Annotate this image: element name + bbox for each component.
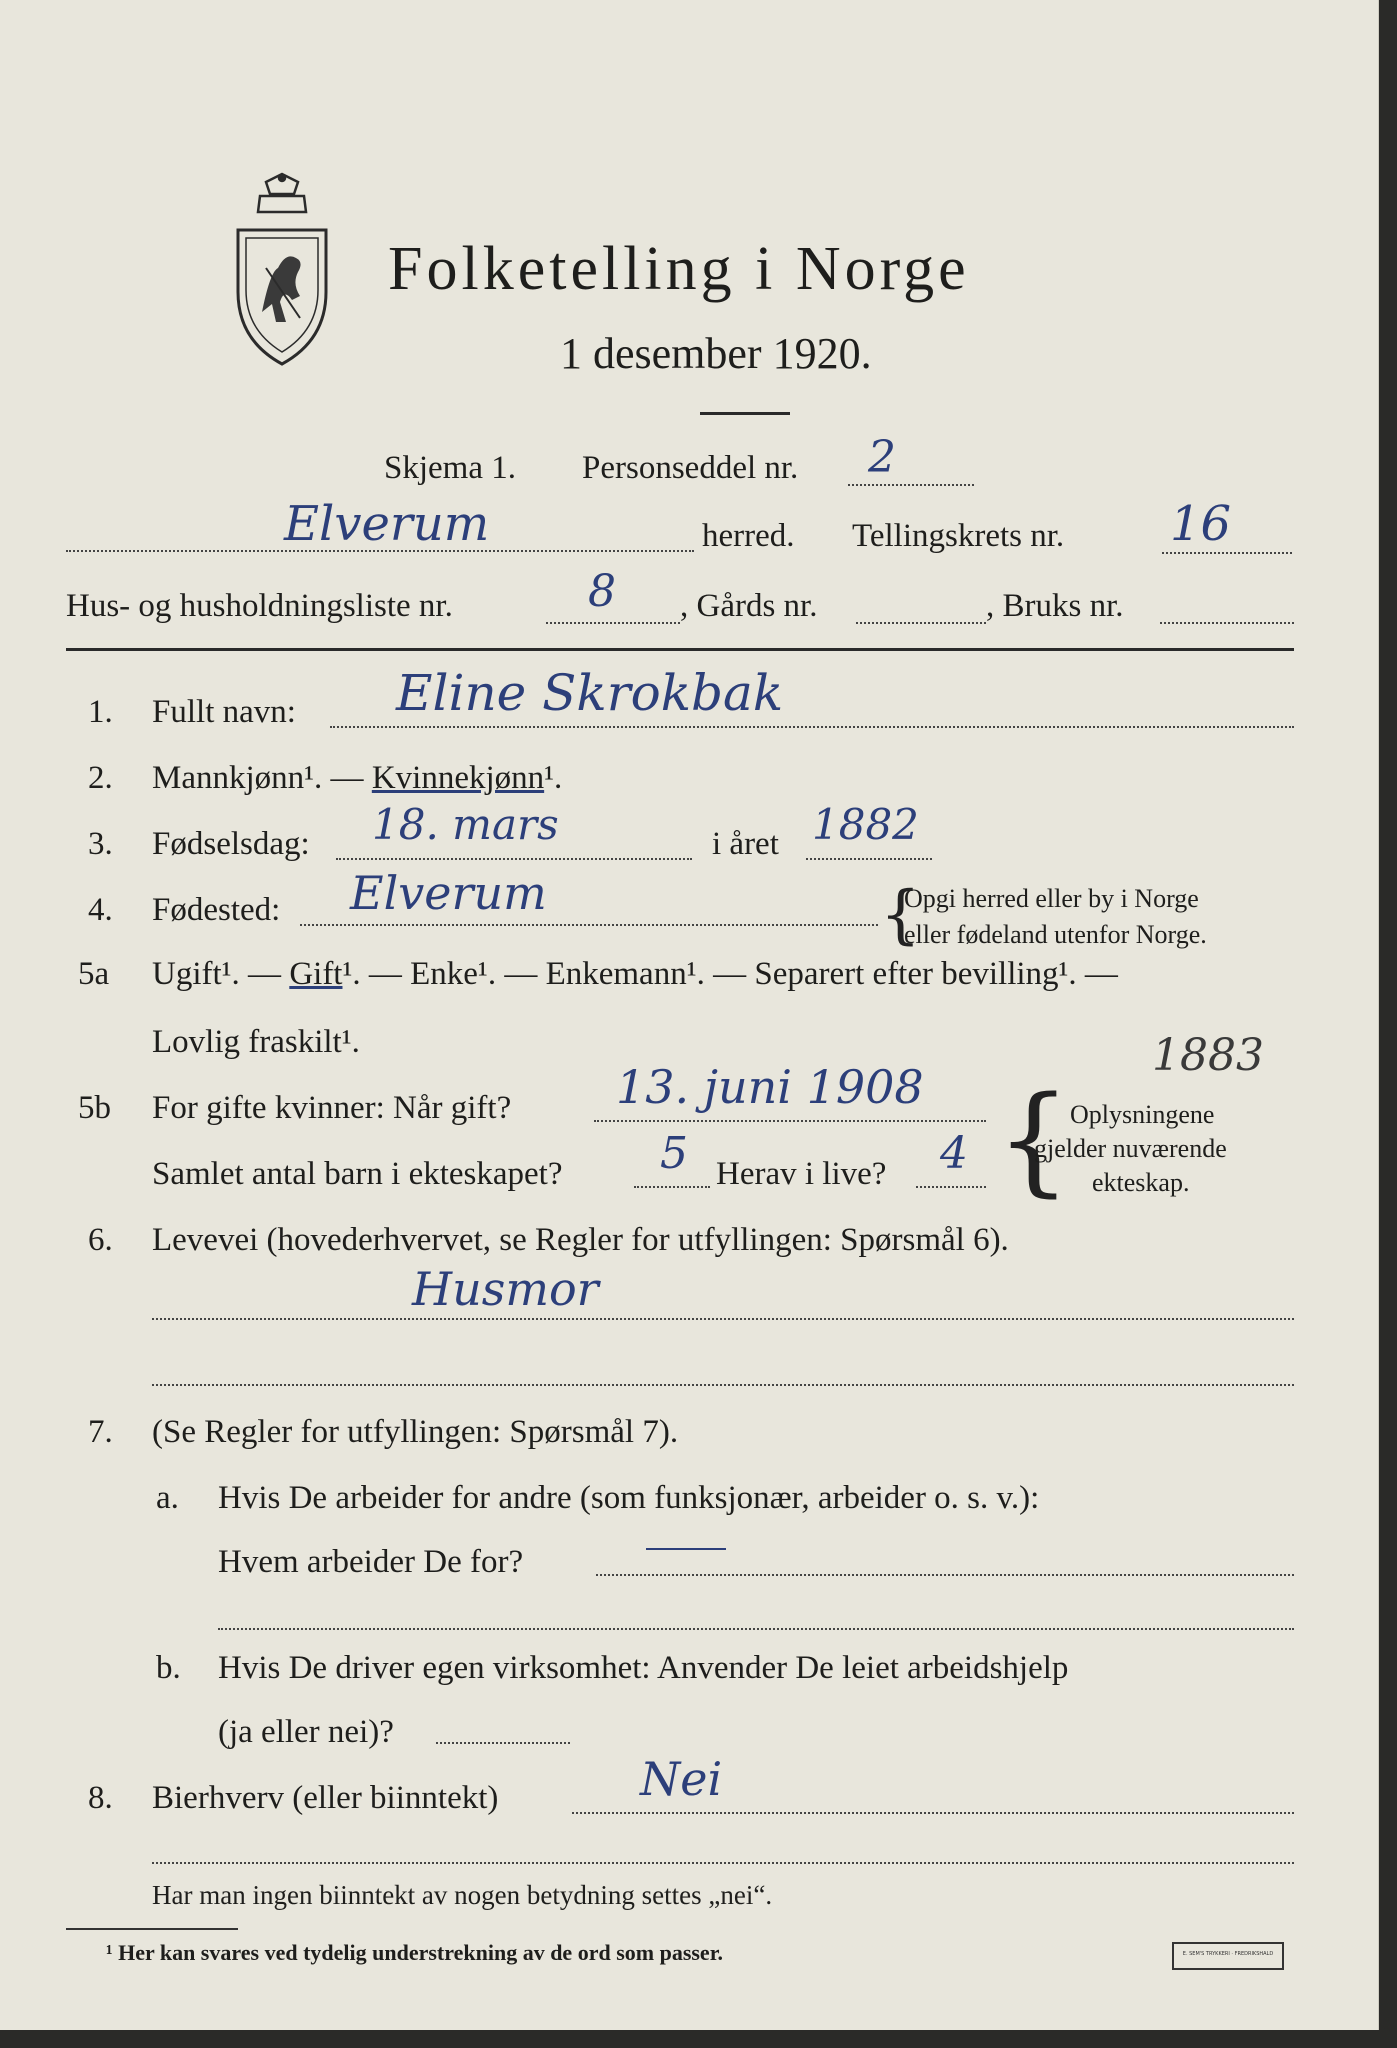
title-divider (700, 412, 790, 415)
q7-label: (Se Regler for utfyllingen: Spørsmål 7). (152, 1414, 679, 1450)
q5a-options-2: Lovlig fraskilt¹. (152, 1024, 360, 1060)
hus-label: Hus- og husholdningsliste nr. (66, 588, 453, 624)
tellingskrets-value: 16 (1170, 496, 1232, 552)
q3-number: 3. (88, 826, 113, 862)
q5a-number: 5a (78, 956, 110, 992)
q3-year-value: 1882 (812, 800, 919, 849)
q5a-margin-note: 1883 (1152, 1030, 1264, 1081)
q7-number: 7. (88, 1414, 113, 1450)
q7b-number: b. (156, 1650, 181, 1686)
q4-note-1: Opgi herred eller by i Norge (904, 884, 1199, 913)
q3-label: Fødselsdag: (152, 826, 310, 862)
footnote-rule (66, 1928, 238, 1930)
q2-number: 2. (88, 760, 113, 796)
printer-stamp: E. SEM'S TRYKKERI · FREDRIKSHALD (1172, 1942, 1284, 1970)
q5b-number: 5b (78, 1090, 111, 1126)
q5b-children-value: 5 (660, 1128, 688, 1179)
q4-label: Fødested: (152, 892, 281, 928)
q5b-label: For gifte kvinner: Når gift? (152, 1090, 512, 1126)
q1-number: 1. (88, 694, 113, 730)
q7a-number: a. (156, 1480, 179, 1516)
herred-label: herred. (702, 518, 795, 554)
q5a-gift: Gift (289, 956, 343, 992)
q7a-label-2: Hvem arbeider De for? (218, 1544, 524, 1580)
tellingskrets-label: Tellingskrets nr. (852, 518, 1065, 554)
q3-year-label: i året (712, 826, 779, 862)
q8-value: Nei (640, 1752, 723, 1806)
q5b-note-3: ekteskap. (1092, 1168, 1190, 1197)
q4-value: Elverum (350, 866, 547, 920)
q6-label: Levevei (hovederhvervet, se Regler for utfyllingen: Spørsmål 6). (152, 1222, 1009, 1258)
hus-value: 8 (588, 566, 616, 617)
q7b-label-2: (ja eller nei)? (218, 1714, 394, 1750)
gards-label: , Gårds nr. (680, 588, 818, 624)
footnote: ¹ Her kan svares ved tydelig understrekning av de ord som passer. (106, 1940, 723, 1965)
q2-mann: Mannkjønn¹. — (152, 760, 372, 796)
q6-value: Husmor (412, 1262, 599, 1316)
q6-number: 6. (88, 1222, 113, 1258)
q2-kvinne: Kvinnekjønn (371, 760, 545, 796)
q1-value: Eline Skrokbak (396, 664, 784, 722)
q5b-children-label: Samlet antal barn i ekteskapet? (152, 1156, 563, 1192)
q5a-options: Ugift¹. — Gift¹. — Enke¹. — Enkemann¹. — Separert efter bevilling¹. — (152, 956, 1118, 992)
q7a-dash-mark (646, 1548, 726, 1550)
q5b-brace: { (996, 1070, 1072, 1208)
q7b-label: Hvis De driver egen virksomhet: Anvender De leiet arbeidshjelp (218, 1650, 1069, 1686)
q2-label: Mannkjønn¹. — Kvinnekjønn¹. (152, 760, 563, 796)
q4-note-2: eller fødeland utenfor Norge. (904, 920, 1207, 949)
q7a-label: Hvis De arbeider for andre (som funksjonær, arbeider o. s. v.): (218, 1480, 1040, 1516)
footer-note: Har man ingen biinntekt av nogen betydning settes „nei“. (152, 1880, 773, 1910)
q5b-value: 13. juni 1908 (616, 1060, 924, 1114)
header-rule (66, 648, 1294, 651)
coat-of-arms-icon (226, 172, 338, 368)
q1-label: Fullt navn: (152, 694, 296, 730)
q5b-alive-label: Herav i live? (716, 1156, 887, 1192)
q5b-note-1: Oplysningene (1070, 1100, 1215, 1129)
q8-number: 8. (88, 1780, 113, 1816)
herred-value: Elverum (284, 496, 490, 552)
form-title: Folketelling i Norge (388, 235, 970, 303)
form-date: 1 desember 1920. (560, 329, 872, 378)
q4-brace: { (880, 878, 921, 952)
q8-label: Bierhverv (eller biinntekt) (152, 1780, 499, 1816)
q5b-alive-value: 4 (940, 1128, 968, 1179)
bruks-label: , Bruks nr. (986, 588, 1124, 624)
q3-value: 18. mars (372, 800, 559, 849)
skjema-label: Skjema 1. (384, 450, 516, 486)
q4-number: 4. (88, 892, 113, 928)
q5b-note-2: gjelder nuværende (1034, 1134, 1227, 1163)
personseddel-value: 2 (868, 432, 896, 483)
personseddel-label: Personseddel nr. (582, 450, 799, 486)
